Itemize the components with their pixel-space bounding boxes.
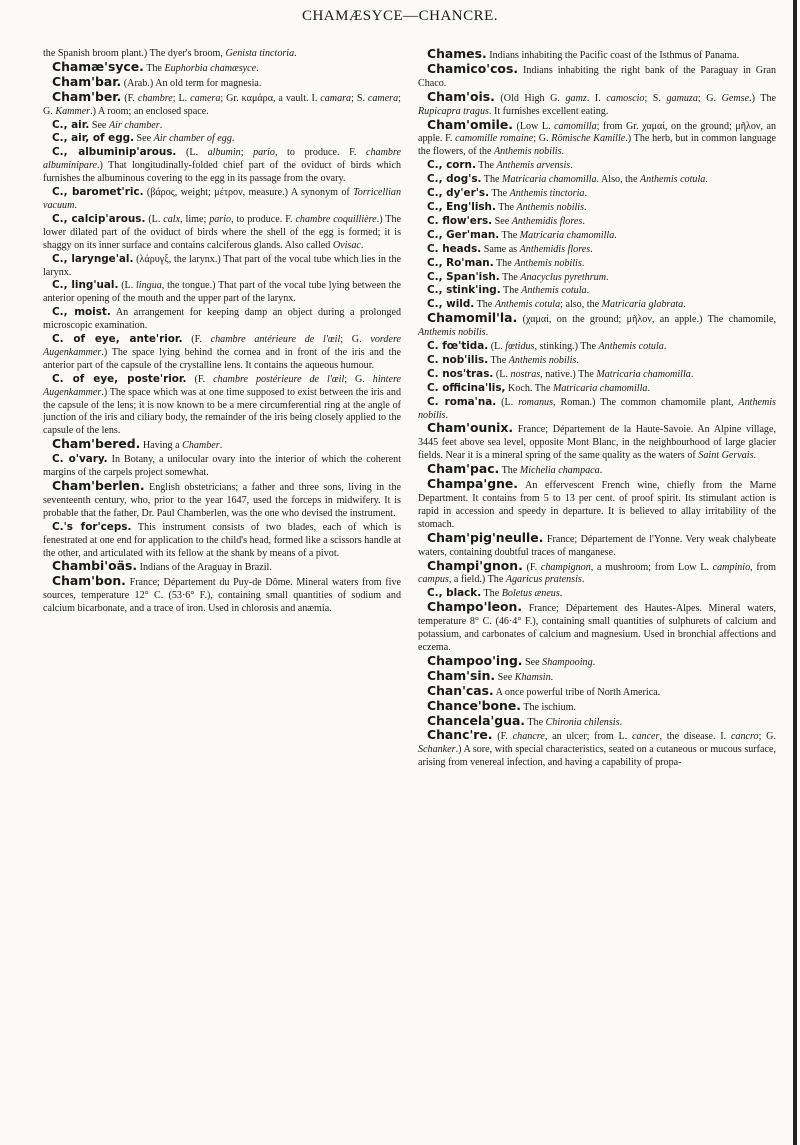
entry-text: An arrangement for keeping damp an object during a prolonged microscopic examination.	[43, 307, 401, 332]
entry-text: See	[89, 119, 109, 131]
entry-subheadword: C. fœ'tida.	[427, 340, 489, 353]
entry-subheadword: C. nos'tras.	[427, 367, 494, 380]
entry-text: .	[663, 341, 667, 353]
entry-text: (L.	[493, 368, 511, 380]
dictionary-entry	[418, 340, 776, 354]
dictionary-entry	[418, 229, 776, 243]
italic-term: Anthemidis flores	[519, 243, 591, 255]
italic-term: camera	[190, 92, 221, 104]
italic-term: Anthemis cotula	[521, 285, 587, 297]
entry-text: The	[499, 465, 520, 477]
entry-text: (F.	[182, 334, 211, 346]
italic-term: Anthemidis flores	[511, 215, 583, 227]
entry-headword: Champo'leon.	[427, 599, 523, 615]
entry-text: .) The	[749, 92, 776, 104]
italic-term: nostras	[510, 368, 541, 380]
entry-text: See	[134, 133, 154, 145]
dictionary-entry	[43, 132, 401, 146]
entry-text: France; Département de la Haute-Savoie. An Alpine village, 3445 feet above sea level, opposite Mont Blanc, in the neighbourhood of large glacier fields. Near it is a mineral spring of the same quality as the waters of	[418, 424, 776, 462]
dictionary-entry	[43, 480, 401, 521]
entry-text: .) That longitudinally-folded chief part of the oviduct of birds which furnishes the albuminous covering to the egg in its passage from the ovary.	[43, 160, 401, 185]
entry-text: (L.	[496, 396, 519, 408]
dictionary-entry	[43, 279, 401, 306]
entry-text: The	[474, 299, 495, 311]
entry-subheadword: C. of eye, ante'rior.	[52, 333, 183, 346]
entry-headword: Chamæ'syce.	[52, 58, 144, 74]
entry-text: ; also, the	[560, 299, 602, 311]
entry-subheadword: C. heads.	[427, 242, 482, 255]
entry-subheadword: C., calcip'arous.	[52, 212, 146, 225]
dictionary-entry	[418, 88, 776, 119]
italic-term: campinio	[712, 561, 751, 573]
entry-subheadword: C. flow'ers.	[427, 214, 493, 227]
italic-term: Anthemis nobilis	[493, 146, 562, 158]
entry-subheadword: C., air.	[52, 118, 90, 131]
entry-text: .	[231, 133, 235, 145]
italic-term: Matricaria chamomilla	[502, 174, 597, 186]
italic-term: Anthemis nobilis	[516, 201, 585, 213]
entry-text: . Also, the	[596, 174, 640, 186]
entry-text: .	[576, 354, 579, 366]
italic-term: Rupicapra tragus	[418, 105, 489, 117]
italic-term: Anthemis tinctoria	[509, 188, 585, 200]
entry-text: ; G.	[344, 373, 373, 385]
entry-headword: Cham'pig'neulle.	[427, 529, 544, 545]
dictionary-entry	[418, 557, 776, 588]
italic-term: romanus	[518, 396, 554, 408]
entry-text: ; S.	[351, 92, 368, 104]
entry-text: ;	[240, 147, 254, 159]
dictionary-entry	[43, 213, 401, 253]
entry-headword: Champoo'ing.	[427, 652, 523, 668]
entry-text: .) The space lying behind the cornea and in front of the iris and the anterior part of the capsule of the crystalline lens. It contains the aqueous humour.	[43, 346, 401, 371]
entry-text: , to produce. F.	[231, 213, 296, 225]
entry-text: (F.	[492, 731, 513, 743]
entry-text: ; G.	[340, 334, 371, 346]
entry-text: .	[485, 327, 489, 339]
entry-text: .	[590, 243, 593, 255]
italic-term: calx	[163, 213, 181, 225]
entry-subheadword: C., moist.	[52, 306, 111, 319]
entry-headword: Chamomil'la.	[427, 310, 518, 326]
dictionary-entry	[43, 306, 401, 333]
entry-text: .) A room; an enclosed space.	[90, 105, 209, 117]
entry-subheadword: C., corn.	[427, 159, 476, 172]
entry-headword: Champa'gne.	[427, 476, 519, 492]
italic-term: chambre	[137, 92, 173, 104]
dictionary-entry	[43, 373, 401, 439]
italic-term: Matricaria chamomilla	[552, 382, 648, 394]
entry-text: The	[525, 716, 546, 728]
entry-headword: Chambi'oäs.	[52, 558, 138, 574]
entry-text: .	[683, 299, 686, 311]
entry-text: , Roman.) The common chamomile plant,	[553, 396, 739, 408]
entry-text: . I.	[586, 92, 607, 104]
entry-text: .	[619, 716, 623, 728]
entry-text: .	[559, 588, 563, 600]
entry-text: , to produce. F.	[274, 147, 367, 159]
italic-term: Anthemis nobilis	[418, 396, 776, 421]
entry-text: .	[584, 188, 587, 200]
italic-term: Euphorbia chamæsyce	[164, 62, 257, 74]
italic-term: Genista tinctoria	[225, 48, 295, 59]
entry-text: Indians inhabiting the Pacific coast of the Isthmus of Panama.	[486, 50, 740, 61]
dictionary-entry	[418, 382, 776, 396]
entry-subheadword: C., Ro'man.	[427, 256, 494, 269]
dictionary-entry	[418, 529, 776, 560]
italic-term: Torricellian vacuum	[43, 187, 401, 211]
entry-text: .	[705, 174, 708, 186]
italic-term: pario	[253, 147, 275, 159]
entry-text: ; G.	[533, 133, 552, 145]
italic-term: vordere Augenkammer	[43, 334, 401, 358]
entry-text: The	[493, 257, 515, 269]
italic-term: Römische Kamille	[551, 133, 626, 145]
dictionary-entry	[418, 284, 776, 298]
dictionary-entry	[418, 243, 776, 257]
entry-text: (L.	[488, 341, 506, 353]
italic-term: Matricaria chamomilla	[519, 229, 615, 241]
entry-subheadword: C. roma'na.	[427, 395, 497, 408]
entry-text: .	[599, 465, 603, 477]
entry-text: The	[481, 174, 503, 186]
italic-term: pario	[209, 213, 232, 225]
entry-text: , the tongue.) That part of the vocal tube lying between the anterior opening of the mouth and the upper part of the larynx.	[43, 280, 401, 305]
dictionary-entry	[418, 271, 776, 285]
entry-text: ; G.	[43, 92, 401, 117]
entry-text: ; G.	[758, 731, 776, 743]
italic-term: camara	[320, 92, 352, 104]
entry-text: , a field.) The	[448, 574, 506, 586]
entry-headword: Cham'omile.	[427, 116, 514, 132]
entry-headword: Chancela'gua.	[427, 712, 526, 728]
dictionary-entry	[418, 116, 777, 160]
italic-term: Boletus æneus	[501, 588, 560, 600]
italic-term: camera	[367, 92, 399, 104]
entry-text: (χαμαί, on the ground; μῆλον, an apple.) The chamomile,	[517, 314, 776, 326]
entry-text: .	[584, 201, 587, 213]
left-column	[43, 48, 401, 616]
entry-text: .	[74, 199, 77, 211]
entry-subheadword: C., ling'ual.	[52, 279, 119, 292]
italic-term: Gemse	[721, 92, 750, 104]
entry-subheadword: C., dog's.	[427, 173, 482, 186]
entry-text: , lime;	[180, 213, 210, 225]
dictionary-entry	[418, 396, 776, 423]
italic-term: Anthemis nobilis	[514, 257, 582, 269]
entry-text: .) A sore, with special characteristics, seated on a cutaneous or mucous surface, arising from venereal infection, and having a capability of propa-	[418, 744, 776, 769]
entry-text: .	[582, 215, 585, 227]
entry-subheadword: C., Span'ish.	[427, 270, 500, 283]
entry-text: France; Département de l'Yonne. Very weak chalybeate waters, containing doubtful traces of manganese.	[418, 533, 776, 558]
entry-subheadword: C., Eng'lish.	[427, 200, 496, 213]
entry-headword: Chames.	[427, 46, 487, 61]
entry-text: See	[522, 656, 543, 668]
entry-text: An effervescent French wine, chiefly from the Marne Department. It contains from 5 to 13 per cent. of proof spirit. Its stimulant action is rapid in accession and speedy in departure. It is believed to allay irritability of the stomach.	[418, 480, 776, 530]
entry-text: ; G.	[697, 92, 722, 104]
entry-text: (Old High G.	[494, 92, 566, 104]
italic-term: Michelia champaca	[519, 465, 600, 477]
italic-term: camoscio	[606, 92, 645, 104]
entry-subheadword: C., air, of egg.	[52, 132, 135, 145]
dictionary-entry	[43, 521, 401, 561]
entry-text: , the disease. I.	[659, 731, 731, 743]
italic-term: Anthemis arvensis	[496, 160, 571, 172]
entry-text: (F.	[186, 373, 214, 385]
dictionary-entry	[43, 453, 401, 480]
entry-headword: Cham'ois.	[427, 88, 495, 104]
entry-text: See	[495, 671, 515, 683]
italic-term: Anthemis cotula	[598, 341, 664, 353]
entry-headword: Chamico'cos.	[427, 60, 519, 76]
dictionary-entry	[418, 729, 776, 770]
dictionary-entry	[418, 422, 776, 463]
entry-text: (λάρυγξ, the larynx.) That part of the vocal tube which lies in the larynx.	[43, 253, 401, 278]
italic-term: hintere Augenkammer	[43, 373, 401, 398]
entry-headword: Cham'bon.	[52, 573, 126, 589]
italic-term: Air chamber of egg	[153, 133, 232, 145]
page-edge-rule	[793, 0, 797, 1145]
entry-headword: Cham'ber.	[52, 88, 122, 104]
dictionary-entry	[43, 88, 401, 119]
entry-headword: Cham'pac.	[427, 461, 500, 477]
entry-text: ; from Gr. χαμαί, on the ground; μῆλον, an apple. F.	[418, 120, 777, 145]
italic-term: Agaricus pratensis	[505, 574, 582, 586]
italic-term: Ovisac	[332, 239, 361, 251]
italic-term: Chironia chilensis	[545, 716, 620, 728]
entry-text: Having a	[140, 440, 183, 452]
italic-term: chancre	[512, 731, 545, 743]
entry-text: (L.	[145, 213, 164, 225]
dictionary-entry	[418, 354, 776, 368]
italic-term: Saint Gervais	[698, 450, 754, 462]
dictionary-entry	[43, 253, 401, 280]
right-column	[418, 48, 776, 770]
entry-text: .) The lower dilated part of the oviduct of birds where the shell of the egg is formed; it is shaggy on its inner surface and contains calciferous glands. Also called	[43, 213, 401, 251]
entry-text: (F.	[121, 92, 138, 104]
dictionary-entry	[418, 201, 776, 215]
italic-term: Schanker	[418, 744, 456, 756]
entry-text: ; L.	[172, 92, 191, 104]
italic-term: chambre antérieure de l'œil	[210, 334, 341, 346]
dictionary-entry	[418, 187, 776, 201]
italic-term: Anthemis nobilis	[508, 354, 577, 366]
italic-term: Shampooing	[542, 656, 593, 668]
entry-text: .	[294, 48, 297, 59]
entry-text: .	[550, 671, 554, 683]
entry-subheadword: C., dy'er's.	[427, 187, 490, 200]
entry-text: , an ulcer; from L.	[544, 731, 632, 743]
entry-text: (βάρος, weight; μέτρον, measure.) A synonym of	[143, 187, 354, 199]
entry-text: .	[256, 62, 259, 74]
entry-text: A once powerful tribe of North America.	[493, 686, 661, 698]
entry-headword: Chan'cas.	[427, 682, 494, 698]
italic-term: Anthemis cotula	[639, 174, 706, 186]
entry-text: (Low L.	[513, 120, 554, 132]
entry-subheadword: C., Ger'man.	[427, 228, 500, 241]
entry-subheadword: C. officina'lis,	[427, 381, 506, 394]
entry-text: , stinking.) The	[534, 341, 599, 353]
entry-subheadword: C., baromet'ric.	[52, 186, 144, 199]
entry-subheadword: C. nob'ilis.	[427, 353, 489, 366]
entry-text: .	[753, 450, 757, 462]
entry-text: The	[475, 160, 497, 172]
entry-text: This instrument consists of two blades, each of which is fenestrated at one end for application to the child's head, formed like a scissors handle at the other, and articulated with its fellow at the shank by means of a pivot.	[43, 521, 402, 559]
italic-term: Chamber	[182, 440, 220, 452]
entry-headword: Cham'berlen.	[52, 478, 145, 493]
dictionary-entry	[43, 333, 401, 373]
entry-text: .	[592, 656, 596, 668]
entry-subheadword: C., black.	[427, 587, 482, 600]
entry-text: .	[606, 271, 609, 283]
entry-text: English obstetricians; a father and three sons, living in the seventeenth century, who, prior to the year 1647, used the forceps in midwifery. It is probable that the father, Dr. Paul Chamberlen, was the one who devised the instrument.	[43, 482, 401, 519]
italic-term: Khamsin	[514, 671, 551, 683]
entry-subheadword: C., albuminip'arous.	[52, 146, 177, 159]
italic-term: cancer	[632, 731, 660, 743]
entry-text: .	[581, 257, 585, 269]
italic-term: champignon	[540, 561, 591, 573]
italic-term: cancro	[730, 731, 759, 743]
italic-term: camomilla	[554, 120, 597, 132]
entry-subheadword: C., stink'ing.	[427, 284, 501, 297]
entry-text: The	[489, 188, 510, 200]
entry-text: .	[159, 119, 163, 131]
dictionary-entry	[43, 186, 401, 213]
dictionary-entry	[43, 146, 401, 186]
dictionary-entry	[43, 575, 401, 616]
dictionary-entry	[418, 60, 776, 91]
entry-text: .	[581, 574, 585, 586]
dictionary-entry	[418, 159, 776, 173]
entry-text: Indians inhabiting the right bank of the Paraguay in Gran Chaco.	[418, 64, 776, 89]
entry-text: .	[561, 146, 565, 158]
entry-headword: Cham'sin.	[427, 667, 496, 683]
entry-headword: Cham'ounix.	[427, 420, 514, 436]
dictionary-entry	[418, 312, 776, 340]
entry-text: (Arab.) An old term for magnesia.	[121, 77, 262, 89]
dictionary-entry	[418, 601, 776, 655]
entry-text: .	[219, 440, 223, 452]
italic-term: chambre albuminipare	[43, 147, 401, 172]
italic-term: camomille romaine	[455, 133, 534, 145]
entry-text: (L.	[176, 147, 208, 159]
entry-subheadword: C., larynge'al.	[52, 252, 134, 265]
entry-text: . It furnishes excellent eating.	[488, 105, 609, 117]
entry-text: Koch. The	[505, 382, 553, 394]
entry-text: The	[500, 285, 522, 297]
italic-term: chambre postérieure de l'œil	[213, 373, 345, 385]
entry-text: France; Département des Hautes-Alpes. Mineral waters, temperature 8° C. (46·4° F.), containing small quantities of sulphurets of calcium and potassium, and carbonates of calcium and magnesium. Used in bronchial affections and eczema.	[418, 603, 776, 653]
entry-text: Indians of the Araguay in Brazil.	[137, 562, 272, 574]
entry-text: The	[499, 229, 520, 241]
entry-text: .	[647, 382, 650, 394]
entry-text: .	[445, 409, 449, 421]
entry-text: The	[143, 62, 165, 74]
italic-term: Matricaria chamomilla	[596, 368, 691, 380]
italic-term: chambre coquillière	[295, 213, 377, 225]
entry-subheadword: C.'s for'ceps.	[52, 520, 132, 533]
entry-text: ; S.	[644, 92, 667, 104]
dictionary-entry	[43, 119, 401, 133]
dictionary-entry	[418, 215, 776, 229]
entry-headword: Chance'bone.	[427, 697, 521, 713]
entry-text: The	[488, 354, 509, 366]
entry-text: .) The space which was at one time supposed to exist between the iris and the capsule of the lens; it is now known to be a mere circumferential ring at the angle of junction of the iris and ciliary body, the remainder of the iris being closely applied to the capsule of the lens.	[43, 386, 401, 437]
italic-term: Anthemis cotula	[494, 299, 561, 311]
entry-text: (F.	[522, 561, 541, 573]
entry-text: , a mushroom; from Low L.	[590, 561, 713, 573]
entry-text: In Botany, a unilocular ovary into the interior of which the coherent margins of the carpels project somewhat.	[43, 454, 402, 479]
entry-text: ; Gr. καμάρα, a vault. I.	[220, 92, 321, 104]
italic-term: Anthemis nobilis	[418, 327, 486, 339]
entry-text: .	[690, 368, 694, 380]
entry-text: The ischium.	[520, 701, 576, 713]
entry-subheadword: C. of eye, poste'rior.	[52, 372, 187, 385]
dictionary-entry	[418, 257, 776, 271]
dictionary-entry	[418, 478, 776, 532]
italic-term: campus	[418, 574, 449, 586]
dictionary-entry	[418, 368, 776, 382]
entry-headword: Champi'gnon.	[427, 557, 523, 573]
italic-term: Matricaria glabrata	[601, 299, 684, 311]
entry-headword: Cham'bered.	[52, 436, 141, 452]
entry-text: The	[495, 201, 517, 213]
italic-term: Kammer	[55, 105, 91, 117]
italic-term: lingua	[136, 280, 162, 292]
italic-term: Air chamber	[108, 119, 160, 131]
entry-text: .	[360, 239, 364, 251]
entry-text: Same as	[481, 243, 520, 255]
entry-text: .) The herb, but in common language the flowers, of the	[418, 133, 776, 158]
page-header: CHAMÆSYCE—CHANCRE.	[301, 8, 499, 24]
italic-term: gamuza	[666, 92, 698, 104]
entry-text: .	[586, 285, 590, 297]
italic-term: albumin	[207, 147, 241, 159]
entry-text: the Spanish broom plant.) The dyer's broom,	[43, 48, 226, 59]
entry-text: The	[499, 271, 521, 283]
entry-text: See	[492, 215, 512, 227]
entry-text: .	[570, 160, 573, 172]
entry-text: France; Département du Puy-de Dôme. Mineral waters from five sources, temperature 12° C. (53·6° F.), containing small quantities of sodium and calcium bicarbonate, and a trace of iron. Used in chlorosis and anæmia.	[43, 577, 401, 615]
entry-subheadword: C. o'vary.	[52, 453, 108, 466]
entry-subheadword: C., wild.	[427, 298, 475, 311]
italic-term: gamz	[565, 92, 587, 104]
dictionary-entry	[43, 438, 401, 453]
dictionary-entry	[418, 173, 776, 187]
entry-text: (L.	[118, 280, 136, 292]
entry-text: , from	[750, 561, 776, 573]
italic-term: fœtidus	[505, 341, 535, 353]
entry-headword: Cham'bar.	[52, 73, 122, 89]
entry-text: .	[614, 229, 617, 241]
entry-text: , native.) The	[540, 368, 597, 380]
entry-headword: Chanc're.	[427, 727, 493, 743]
italic-term: Anacyclus pyrethrum	[520, 271, 606, 283]
entry-text: The	[481, 588, 502, 600]
